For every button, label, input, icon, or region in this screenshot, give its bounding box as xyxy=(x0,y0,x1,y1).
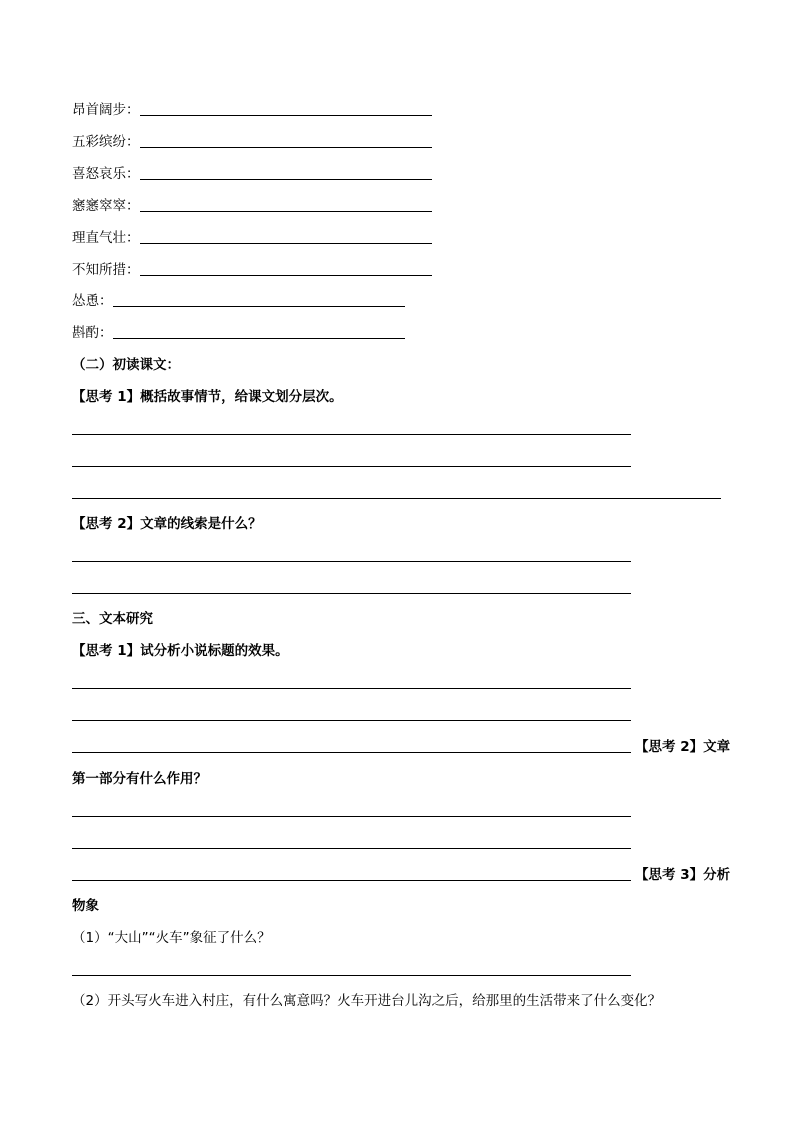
vocab-row xyxy=(72,198,432,214)
question-3-tail: 物象 xyxy=(72,898,99,914)
answer-blank[interactable] xyxy=(140,211,432,212)
question-2: 【思考 2】文章的线索是什么？ xyxy=(72,516,262,532)
sub-question-1: （1）“大山”“火车”象征了什么？ xyxy=(72,930,271,946)
sub-question-2: （2）开头写火车进入村庄，有什么寓意吗？火车开进台儿沟之后，给那里的生活带来了什么变化？ xyxy=(72,993,662,1009)
vocab-row xyxy=(72,230,432,246)
vocab-row xyxy=(72,102,432,118)
vocab-term: 昂首阔步： xyxy=(72,102,140,118)
answer-line[interactable] xyxy=(72,561,631,562)
answer-line[interactable] xyxy=(72,816,631,817)
vocab-term: 喜怒哀乐： xyxy=(72,166,140,182)
answer-blank[interactable] xyxy=(113,306,405,307)
answer-line[interactable] xyxy=(72,688,631,689)
vocab-term: 怂恿： xyxy=(72,293,113,309)
answer-blank[interactable] xyxy=(140,179,432,180)
answer-blank[interactable] xyxy=(140,243,432,244)
vocab-row xyxy=(72,293,405,309)
answer-line[interactable] xyxy=(72,720,631,721)
answer-line[interactable] xyxy=(72,975,631,976)
vocab-term: 窸窸窣窣： xyxy=(72,198,140,214)
answer-line[interactable] xyxy=(72,498,721,499)
question-1: 【思考 1】概括故事情节，给课文划分层次。 xyxy=(72,389,343,405)
vocab-term: 斟酌： xyxy=(72,325,113,341)
answer-blank[interactable] xyxy=(140,147,432,148)
vocab-row xyxy=(72,134,432,150)
answer-line[interactable] xyxy=(72,593,631,594)
section-heading: （二）初读课文： xyxy=(72,357,180,373)
vocab-row xyxy=(72,325,405,341)
question-2-tail: 第一部分有什么作用？ xyxy=(72,771,207,787)
question-2-head: 【思考 2】文章 xyxy=(635,739,731,755)
vocab-term: 不知所措： xyxy=(72,262,140,278)
section-heading: 三、文本研究 xyxy=(72,611,153,627)
vocab-term: 理直气壮： xyxy=(72,230,140,246)
vocab-row xyxy=(72,262,432,278)
vocab-row xyxy=(72,166,432,182)
vocab-term: 五彩缤纷： xyxy=(72,134,140,150)
question-3-head: 【思考 3】分析 xyxy=(635,867,731,883)
answer-line[interactable] xyxy=(72,434,631,435)
answer-line[interactable] xyxy=(72,848,631,849)
answer-blank[interactable] xyxy=(113,338,405,339)
answer-line[interactable] xyxy=(72,752,631,753)
answer-blank[interactable] xyxy=(140,275,432,276)
answer-blank[interactable] xyxy=(140,115,432,116)
question-1: 【思考 1】试分析小说标题的效果。 xyxy=(72,643,289,659)
answer-line[interactable] xyxy=(72,466,631,467)
answer-line[interactable] xyxy=(72,880,631,881)
